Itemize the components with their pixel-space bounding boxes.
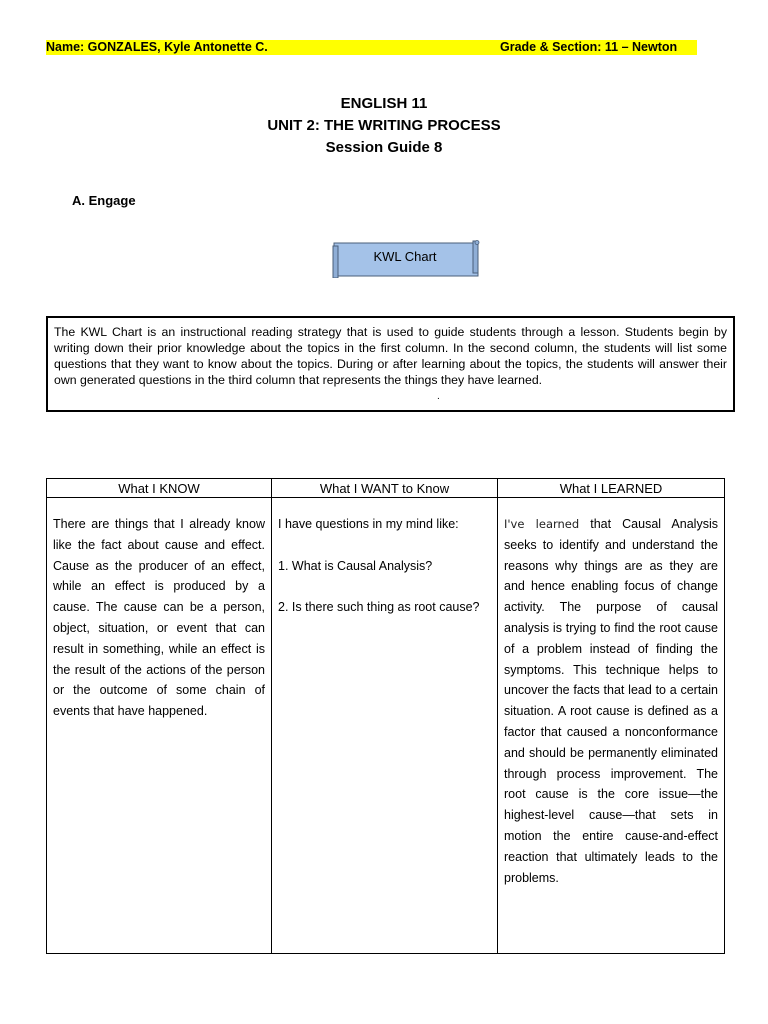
want-intro: I have questions in my mind like: — [278, 517, 459, 531]
header-want: What I WANT to Know — [272, 479, 498, 498]
session-title: Session Guide 8 — [325, 139, 443, 156]
kwl-description-text: The KWL Chart is an instructional reading strategy that is used to guide students through a lesson. Students begin by writing down their prior knowledge about the topics in the first column. In the second column, the students will list some questions that they want to know about the topics. During or after learning about the topics, the students will answer their own generated questions in the third column that represents the things they have learned. — [54, 325, 727, 387]
know-cell — [47, 498, 272, 954]
learned-lead: I've learned — [504, 517, 580, 531]
student-name: Name: GONZALES, Kyle Antonette C. — [46, 40, 268, 54]
kwl-table — [46, 478, 725, 954]
learned-cell — [498, 498, 725, 954]
kwl-description-box — [46, 316, 735, 412]
section-heading-engage: A. Engage — [72, 193, 136, 208]
kwl-content-row — [47, 498, 725, 954]
stray-mark: . — [437, 391, 440, 402]
header-learned: What I LEARNED — [498, 479, 725, 498]
course-title: ENGLISH 11 — [340, 95, 428, 112]
kwl-chart-label: KWL Chart — [373, 249, 437, 264]
student-info-bar — [46, 40, 697, 55]
want-cell — [272, 498, 498, 954]
want-question-1: 1. What is Causal Analysis? — [278, 558, 433, 573]
learned-rest: that Causal Analysis seeks to identify and understand the reasons why things are as they are and hence enabling focus of change activity. The purpose of causal analysis is trying to find the root cause of a problem instead of finding the symptoms. This technique helps to uncover the facts that lead to a certain situation. A root cause is defined as a factor that caused a nonconformance and should be permanently eliminated through process improvement. The root cause is the core issue—the highest-level cause—that sets in motion the entire cause-and-effect reaction that ultimately leads to the problems. — [504, 517, 718, 885]
header-know: What I KNOW — [47, 479, 272, 498]
grade-section: Grade & Section: 11 – Newton — [500, 40, 678, 54]
kwl-chart-banner — [330, 240, 480, 278]
document-titles — [0, 93, 768, 159]
know-text: There are things that I already know like the fact about cause and effect. Cause as the producer of an effect, while an effect is produced by a cause. The cause can be a person, object, situation, or event that can result in something, while an effect is the result of the actions of the person or the outcome of some chain of events that have happened. — [53, 517, 265, 719]
kwl-header-row — [47, 479, 725, 498]
want-question-2: 2. Is there such thing as root cause? — [278, 600, 480, 615]
unit-title: UNIT 2: THE WRITING PROCESS — [267, 117, 501, 134]
learned-text — [504, 514, 718, 888]
